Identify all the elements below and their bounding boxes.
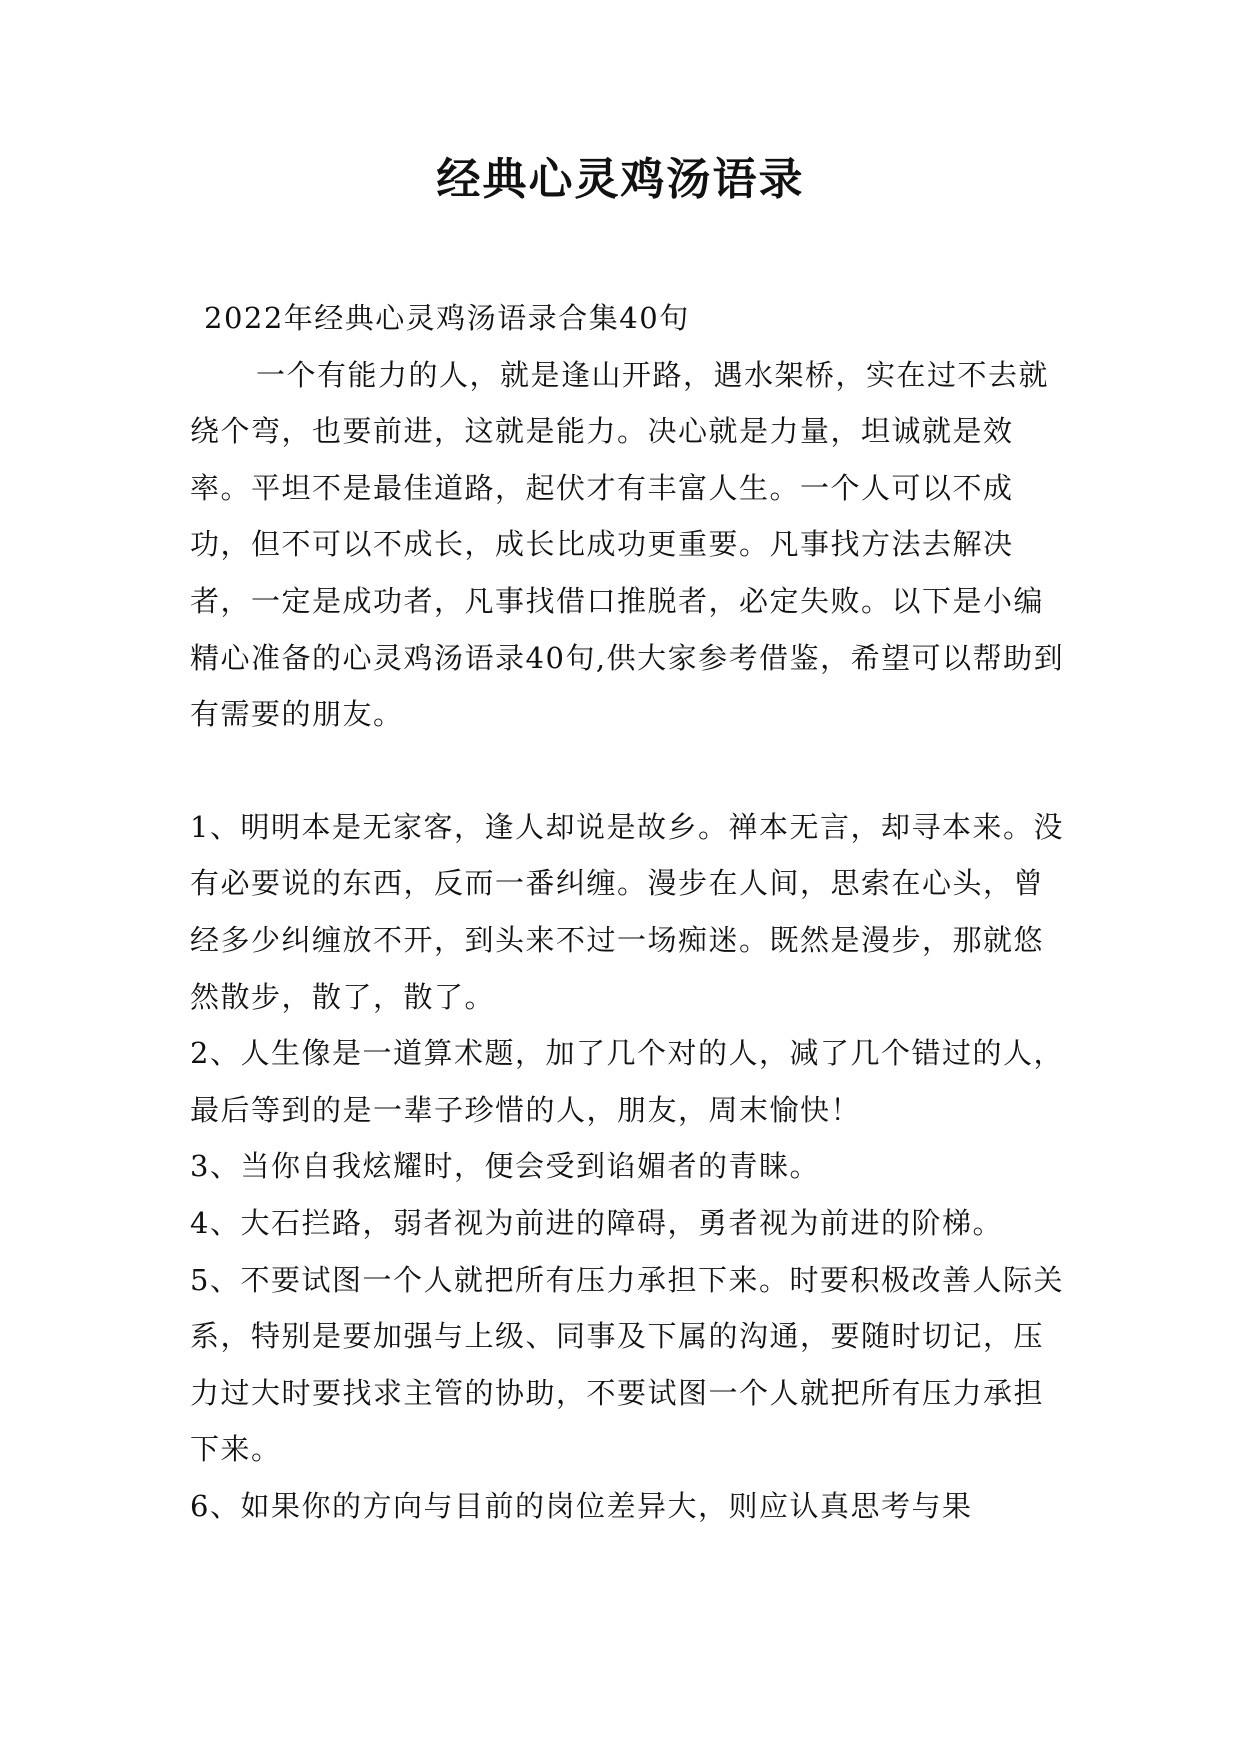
quote-item-5: 5、不要试图一个人就把所有压力承担下来。时要积极改善人际关系，特别是要加强与上级、同事及下属的沟通，要随时切记，压力过大时要找求主管的协助，不要试图一个人就把所有压力承担下来。 xyxy=(190,1262,1064,1467)
quote-item-4: 4、大石拦路，弱者视为前进的障碍，勇者视为前进的阶梯。 xyxy=(190,1205,1003,1240)
quote-item-6: 6、如果你的方向与目前的岗位差异大，则应认真思考与果 xyxy=(190,1488,973,1523)
intro-paragraph: 一个有能力的人，就是逢山开路，遇水架桥，实在过不去就绕个弯，也要前进，这就是能力。决心就是力量，坦诚就是效率。平坦不是最佳道路，起伏才有丰富人生。一个人可以不成功，但不可以不成长，成长比成功更重要。凡事找方法去解决者，一定是成功者，凡事找借口推脱者，必定失败。以下是小编精心准备的心灵鸡汤语录40句,供大家参考借鉴，希望可以帮助到有需要的朋友。 xyxy=(190,357,1065,732)
paragraph-spacer xyxy=(190,743,1070,799)
document-subtitle: 2022年经典心灵鸡汤语录合集40句 xyxy=(204,301,690,335)
document-body xyxy=(190,290,1070,1534)
quote-item-1: 1、明明本是无家客，逢人却说是故乡。禅本无言，却寻本来。没有必要说的东西，反而一番纠缠。漫步在人间，思索在心头，曾经多少纠缠放不开，到头来不过一场痴迷。既然是漫步，那就悠然散步，散了，散了。 xyxy=(190,809,1064,1014)
document-title: 经典心灵鸡汤语录 xyxy=(436,154,805,205)
quote-item-2: 2、人生像是一道算术题，加了几个对的人，减了几个错过的人，最后等到的是一辈子珍惜的人，朋友，周末愉快！ xyxy=(190,1036,1064,1127)
quote-item-3: 3、当你自我炫耀时，便会受到谄媚者的青睐。 xyxy=(190,1149,820,1184)
